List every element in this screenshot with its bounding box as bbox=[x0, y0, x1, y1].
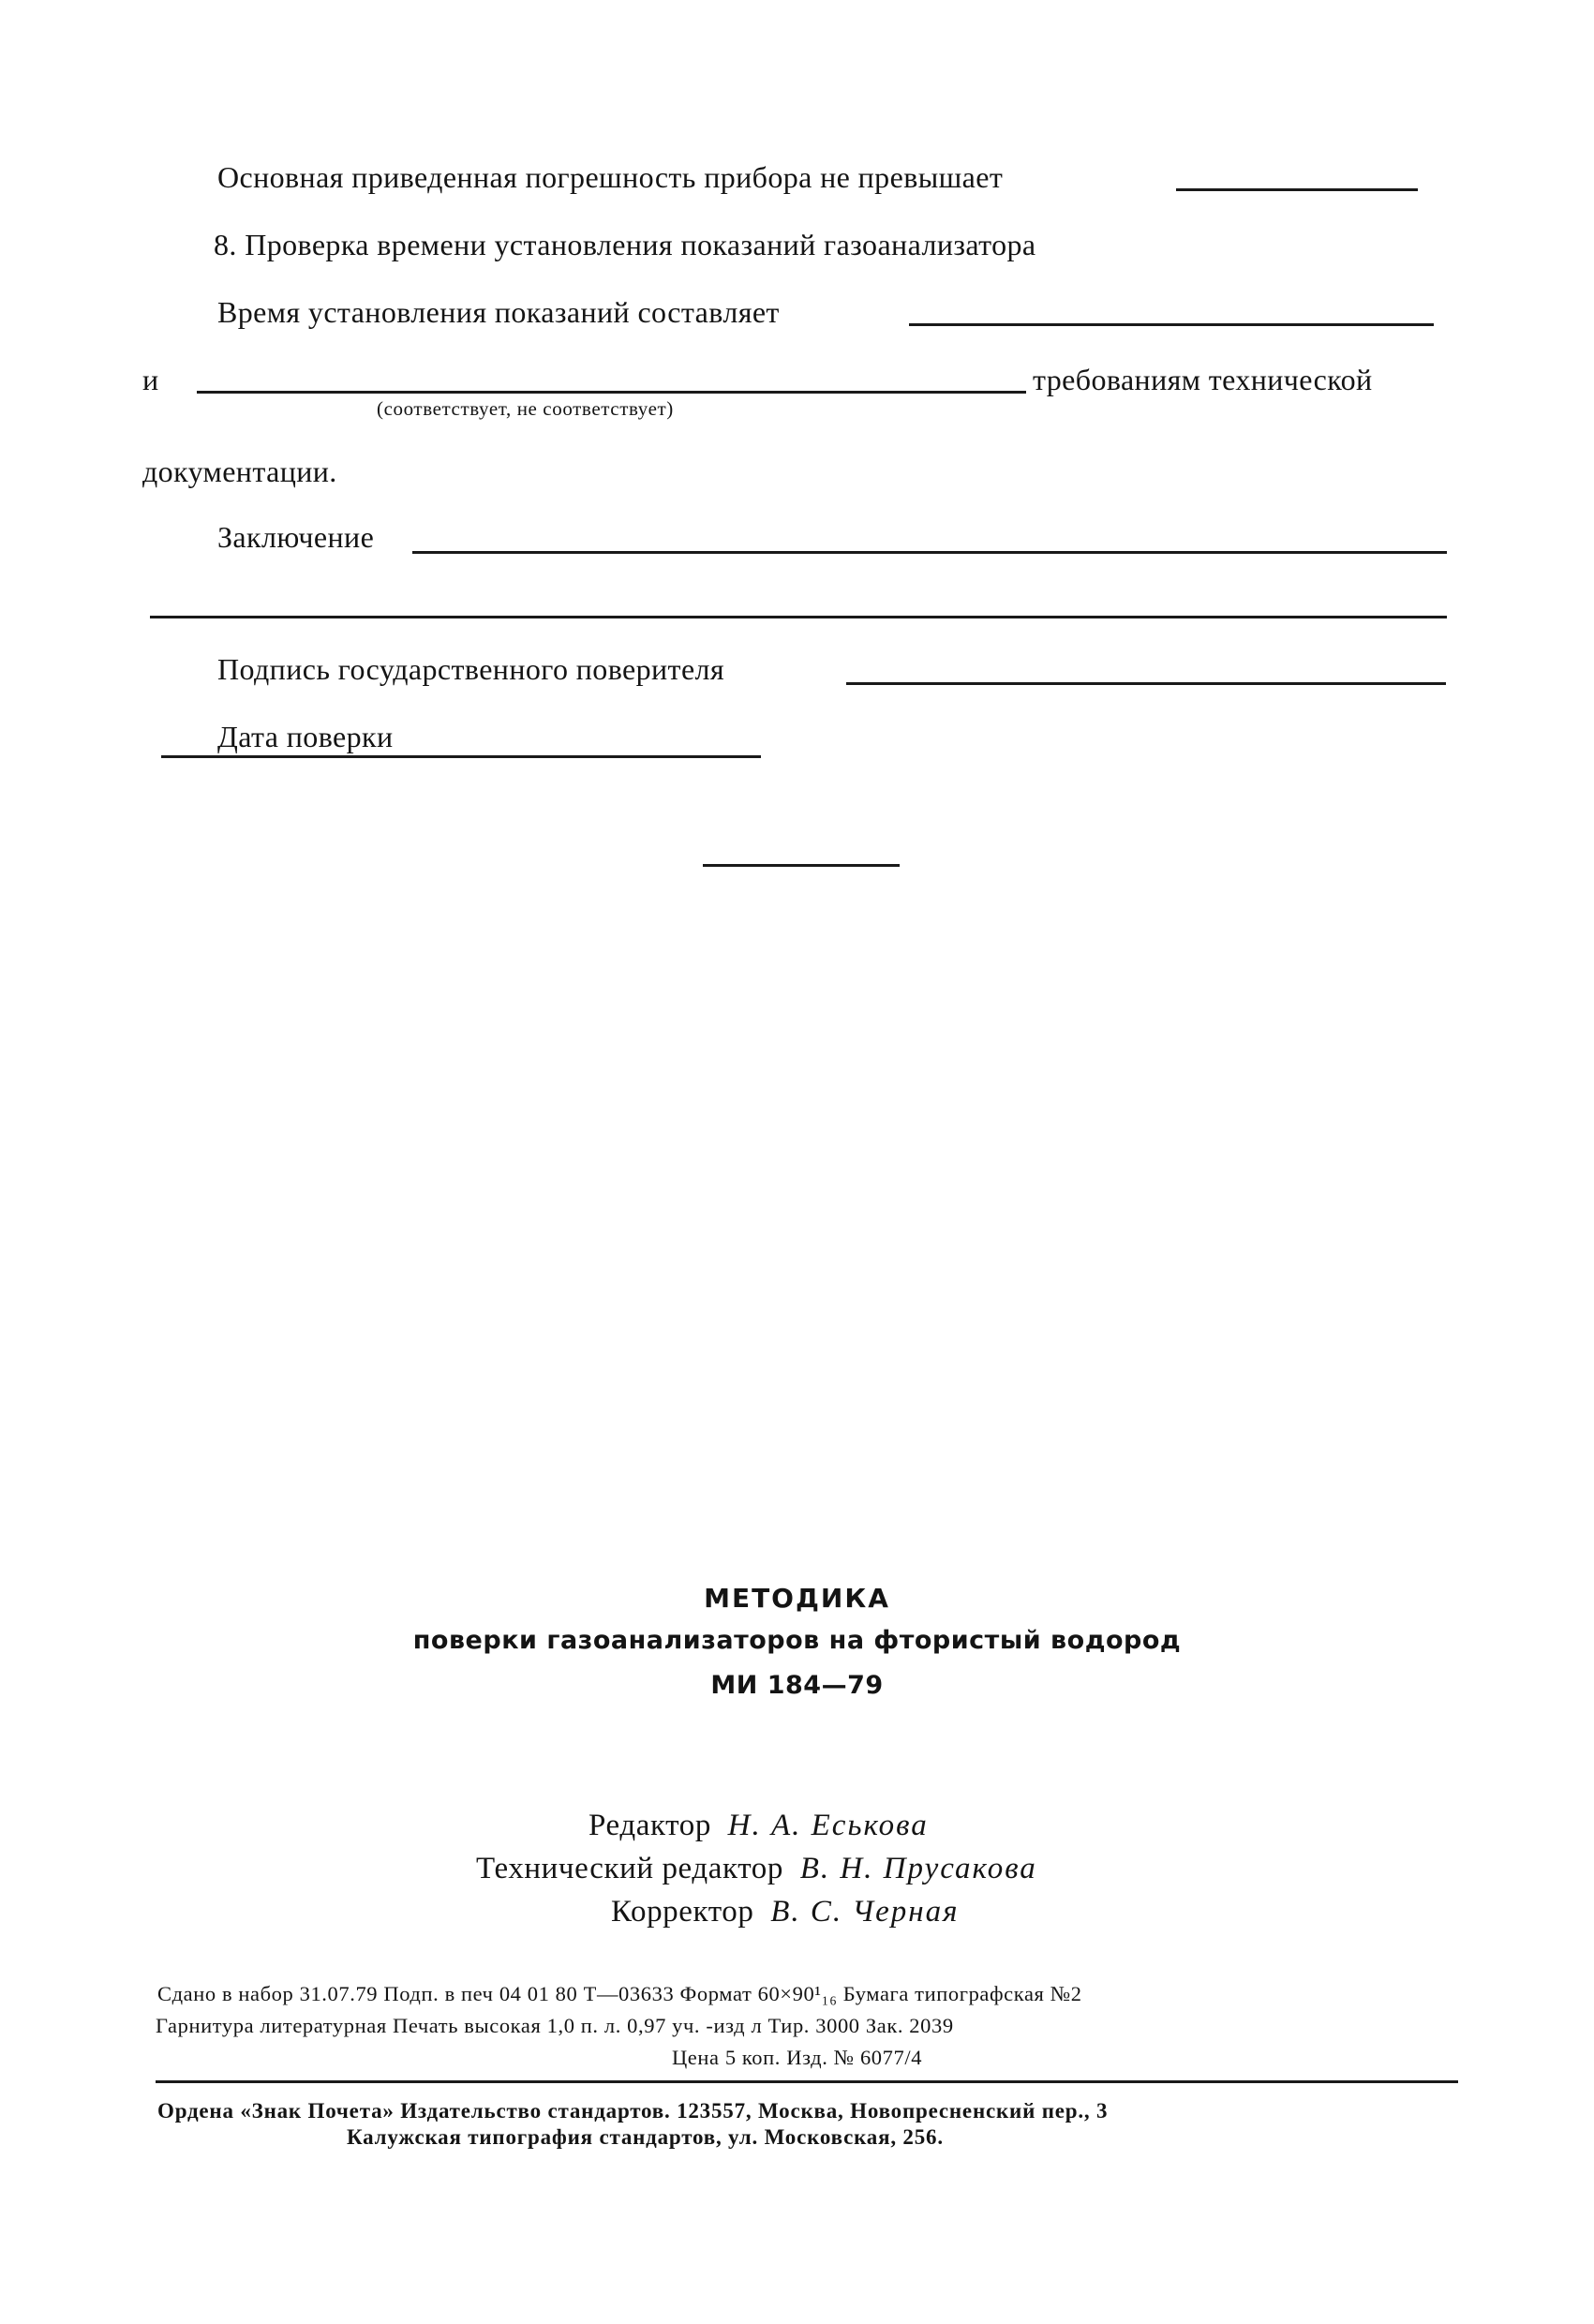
editor-name: Н. А. Еськова bbox=[727, 1809, 929, 1842]
document-title: МЕТОДИКА bbox=[704, 1583, 890, 1614]
tech-editor-label: Технический редактор bbox=[476, 1852, 783, 1885]
conclusion-label: Заключение bbox=[217, 520, 375, 554]
tech-editor-credit bbox=[476, 1850, 1037, 1887]
error-limit-blank[interactable] bbox=[1176, 188, 1418, 191]
conclusion-blank-2[interactable] bbox=[150, 616, 1447, 618]
document-subtitle: поверки газоанализаторов на фтористый водород bbox=[412, 1626, 1182, 1655]
error-limit-label: Основная приведенная погрешность прибора не превышает bbox=[217, 160, 1004, 194]
footer-rule bbox=[156, 2080, 1458, 2083]
publisher-line-1: Ордена «Знак Почета» Издательство стандартов. 123557, Москва, Новопресненский пер., 3 bbox=[157, 2099, 1109, 2123]
corrector-name: В. С. Черная bbox=[770, 1895, 960, 1929]
compliance-hint: (соответствует, не соответствует) bbox=[377, 397, 674, 420]
conclusion-blank-1[interactable] bbox=[412, 551, 1447, 554]
document-code: МИ 184—79 bbox=[710, 1671, 884, 1700]
conjunction-and: и bbox=[142, 363, 159, 396]
imprint-line-1: Сдано в набор 31.07.79 Подп. в печ 04 01 80 Т—03633 Формат 60×90¹₁₆ Бумага типографская №2 bbox=[157, 1982, 1082, 2005]
imprint-price: Цена 5 коп. Изд. № 6077/4 bbox=[671, 2046, 923, 2069]
settling-time-blank[interactable] bbox=[909, 323, 1434, 326]
tech-editor-name: В. Н. Прусакова bbox=[799, 1852, 1037, 1885]
corrector-credit bbox=[611, 1893, 959, 1930]
section-8-heading: 8. Проверка времени установления показаний газоанализатора bbox=[214, 228, 1036, 261]
imprint-line-2: Гарнитура литературная Печать высокая 1,0 п. л. 0,97 уч. -изд л Тир. 3000 Зак. 2039 bbox=[156, 2014, 954, 2037]
publisher-line-2: Калужская типография стандартов, ул. Московская, 256. bbox=[347, 2125, 944, 2149]
corrector-label: Корректор bbox=[611, 1895, 754, 1929]
compliance-blank[interactable] bbox=[197, 391, 1026, 394]
verification-date-blank[interactable] bbox=[161, 755, 761, 758]
settling-time-label: Время установления показаний составляет bbox=[217, 295, 780, 329]
documentation-text: документации. bbox=[142, 454, 337, 488]
editor-credit bbox=[588, 1807, 929, 1844]
editor-label: Редактор bbox=[588, 1809, 711, 1842]
verification-date-label: Дата поверки bbox=[217, 720, 394, 753]
requirements-text: требованиям технической bbox=[1033, 363, 1373, 396]
section-divider bbox=[703, 864, 900, 867]
signature-label: Подпись государственного поверителя bbox=[217, 652, 725, 686]
signature-blank[interactable] bbox=[846, 682, 1446, 685]
